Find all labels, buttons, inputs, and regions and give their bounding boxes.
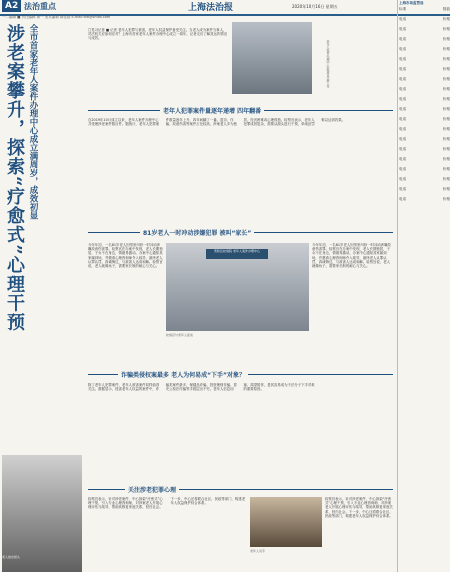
- section-text-4: 检察官表示，针对涉老案件，中心探索“疗愈式”心理干预，引入专业心理咨询师，对涉案老人开展心理评估与疏导，帮助其修复家庭关系、回归社会。下一步，中心还将联合社区、民政等部门，构建老年人权益保护综合体系。: [88, 497, 246, 510]
- sidebar-cell: 电话: [399, 17, 407, 21]
- intro-text: [88, 28, 228, 83]
- photo-caption-2: 检察官与老年人座谈: [166, 333, 194, 337]
- photo-caption-4: 老年人双手: [250, 549, 266, 553]
- sidebar-cell: 电话: [399, 177, 407, 181]
- sidebar-cell: 电话: [399, 77, 407, 81]
- sidebar-row: [398, 77, 450, 87]
- sidebar-cell: 电话: [399, 157, 407, 161]
- sidebar-row: [398, 157, 450, 167]
- sidebar-row: [398, 17, 450, 27]
- sidebar-cell: 价格: [442, 177, 450, 181]
- sidebar-cell: 电话: [399, 187, 407, 191]
- sidebar-cell: 价格: [442, 137, 450, 141]
- sidebar-row: [398, 57, 450, 67]
- sidebar-cell: 价格: [442, 167, 450, 171]
- sidebar-cell: 价格: [442, 127, 450, 131]
- sidebar-cell: 价格: [442, 197, 450, 201]
- editor-line: 一二编辑 ■ 责任编辑 黄一 美术编辑 陈佳韵 E-mail:fzb@shfzb.com: [2, 15, 111, 19]
- section-text-4b: 检察官表示，针对涉老案件，中心探索“疗愈式”心理干预，引入专业心理咨询师，对涉案老人开展心理评估与疏导，帮助其修复家庭关系、回归社会。下一步，中心还将联合社区、民政等部门，构建老年人权益保护综合体系。: [325, 497, 393, 518]
- sidebar-row: [398, 107, 450, 117]
- sidebar-row: [398, 47, 450, 57]
- section-text-1: 自2019年10月成立以来，老年人案件办理中心共受理涉老案件数百件。据统计，老年人犯罪案件数量逐年上升，四年间翻了一番。盗窃、诈骗、故意伤害等案件占比较高，涉案老人多为独居、经济困难或心理孤独。检察官表示，老年人犯罪成因复杂，需要从源头进行干预，单纯惩罚难以达到效果。: [88, 118, 345, 127]
- section-title-1: 老年人犯罪案件量逐年递增 四年翻番: [160, 106, 264, 115]
- sidebar-row: [398, 167, 450, 177]
- sidebar-cell: 电话: [399, 27, 407, 31]
- issue-date: 2020年10月16日 星期五: [292, 4, 338, 9]
- sidebar-cell: 价格: [442, 47, 450, 51]
- sidebar-cell: 电话: [399, 107, 407, 111]
- sidebar-cell: 价格: [442, 147, 450, 151]
- main-headline: 涉老案攀升，探索“疗愈式”心理干预: [4, 24, 25, 332]
- section-title-4: 关注涉老犯罪心理: [125, 485, 179, 494]
- page-number: A2: [2, 0, 21, 12]
- page-header: [0, 0, 450, 16]
- section-text-3: 除了老年人犯罪案件，老年人被害案件同样值得关注。数据显示，侵害老年人权益的案件中，诈骗类案件最多，保健品诈骗、投资理财诈骗、冒充公检法诈骗等手段层出不穷。老年人信息闭塞、渴望陪伴，是其容易成为不法分子下手对象的重要原因。: [88, 383, 315, 392]
- section-text-2a: 今年年初，一名81岁老人因邻里纠纷一时冲动涉嫌故意伤害罪。检察官在办案中发现，老人长期独居，子女不在身边，情绪易激动。办案中心通知其家属到场，并邀请心理咨询师介入疏导，最终老人认罪认罚，真诚悔过，与被害人达成和解。检察官说，老人就像孩子，需要家长般的耐心与关心。: [88, 243, 163, 269]
- section-text-2b: 今年年初，一名81岁老人因邻里纠纷一时冲动涉嫌故意伤害罪。检察官在办案中发现，老人长期独居，子女不在身边，情绪易激动。办案中心通知其家属到场，并邀请心理咨询师介入疏导，最终老人认罪认罚，真诚悔过，与被害人达成和解。检察官说，老人就像孩子，需要家长般的耐心与关心。: [312, 243, 391, 269]
- sidebar-cell: 价格: [442, 37, 450, 41]
- sidebar-row: [398, 187, 450, 197]
- sidebar-row: [398, 97, 450, 107]
- sidebar-cell: 价格: [442, 187, 450, 191]
- sidebar-cell: 电话: [399, 67, 407, 71]
- photo-courtroom: [232, 22, 312, 94]
- section-title-2: 81岁老人一时冲动涉嫌犯罪 被叫“家长”: [140, 228, 254, 237]
- sidebar-cell: 价格: [442, 117, 450, 121]
- sidebar-cell: 价格: [442, 77, 450, 81]
- sidebar-cell: 价格: [442, 27, 450, 31]
- sidebar-cell: 价格: [442, 57, 450, 61]
- photo-caption-1: 老年人案件办理中心检察官开展工作: [326, 40, 330, 88]
- sidebar-listing: [397, 0, 450, 572]
- sidebar-cell: 电话: [399, 167, 407, 171]
- sidebar-rows: [398, 7, 450, 207]
- sidebar-cell: 电话: [399, 37, 407, 41]
- sidebar-cell: 价格: [442, 67, 450, 71]
- newspaper-masthead: 上海法治报: [188, 3, 234, 13]
- sidebar-row: [398, 87, 450, 97]
- sidebar-row: [398, 7, 450, 17]
- sidebar-row: [398, 147, 450, 157]
- sidebar-cell: 电话: [399, 87, 407, 91]
- sidebar-cell: 价格: [442, 107, 450, 111]
- photo-hands: [250, 497, 322, 547]
- intro-paragraph: 老年人犯罪与被害，老年人权益保护备受关注。当老人成为案件当事人，司法机关应如何应对？上海市首家老年人案件办理中心成立一周年，记者走访了解其运作情况与成效。: [88, 28, 228, 41]
- sidebar-cell: 电话: [399, 147, 407, 151]
- sidebar-cell: 标准: [399, 7, 407, 11]
- sidebar-row: [398, 127, 450, 137]
- section-title-3: 诈骗类侵权案最多 老人为何易成“下手”对象？: [118, 370, 248, 379]
- sidebar-cell: 电话: [399, 97, 407, 101]
- sidebar-cell: 价格: [442, 17, 450, 21]
- sidebar-cell: 电话: [399, 47, 407, 51]
- sidebar-cell: 电话: [399, 117, 407, 121]
- sidebar-row: [398, 177, 450, 187]
- sidebar-cell: 电话: [399, 57, 407, 61]
- sidebar-cell: 价格: [442, 87, 450, 91]
- sidebar-row: [398, 137, 450, 147]
- byline: □见习记者 ■ 记者: [88, 28, 117, 32]
- photo-meeting: [166, 243, 309, 331]
- section-name: 法治重点: [24, 2, 56, 11]
- main-subheadline: 全市首家老年人案件办理中心成立满周岁，成效初显: [28, 24, 38, 220]
- sidebar-cell: 价格: [442, 157, 450, 161]
- sidebar-row: [398, 117, 450, 127]
- sidebar-cell: 电话: [399, 197, 407, 201]
- sidebar-cell: 电话: [399, 127, 407, 131]
- photo-caption-3: 老人独坐街头: [2, 555, 21, 559]
- banner-sign: 普陀区检察院 老年人案件办理中心: [206, 249, 268, 259]
- sidebar-row: [398, 67, 450, 77]
- sidebar-cell: 电话: [399, 137, 407, 141]
- sidebar-cell: 价格: [442, 97, 450, 101]
- sidebar-header: 上海市场监管局: [399, 1, 424, 5]
- sidebar-row: [398, 197, 450, 207]
- sidebar-row: [398, 27, 450, 37]
- sidebar-cell: 数值: [442, 7, 450, 11]
- sidebar-row: [398, 37, 450, 47]
